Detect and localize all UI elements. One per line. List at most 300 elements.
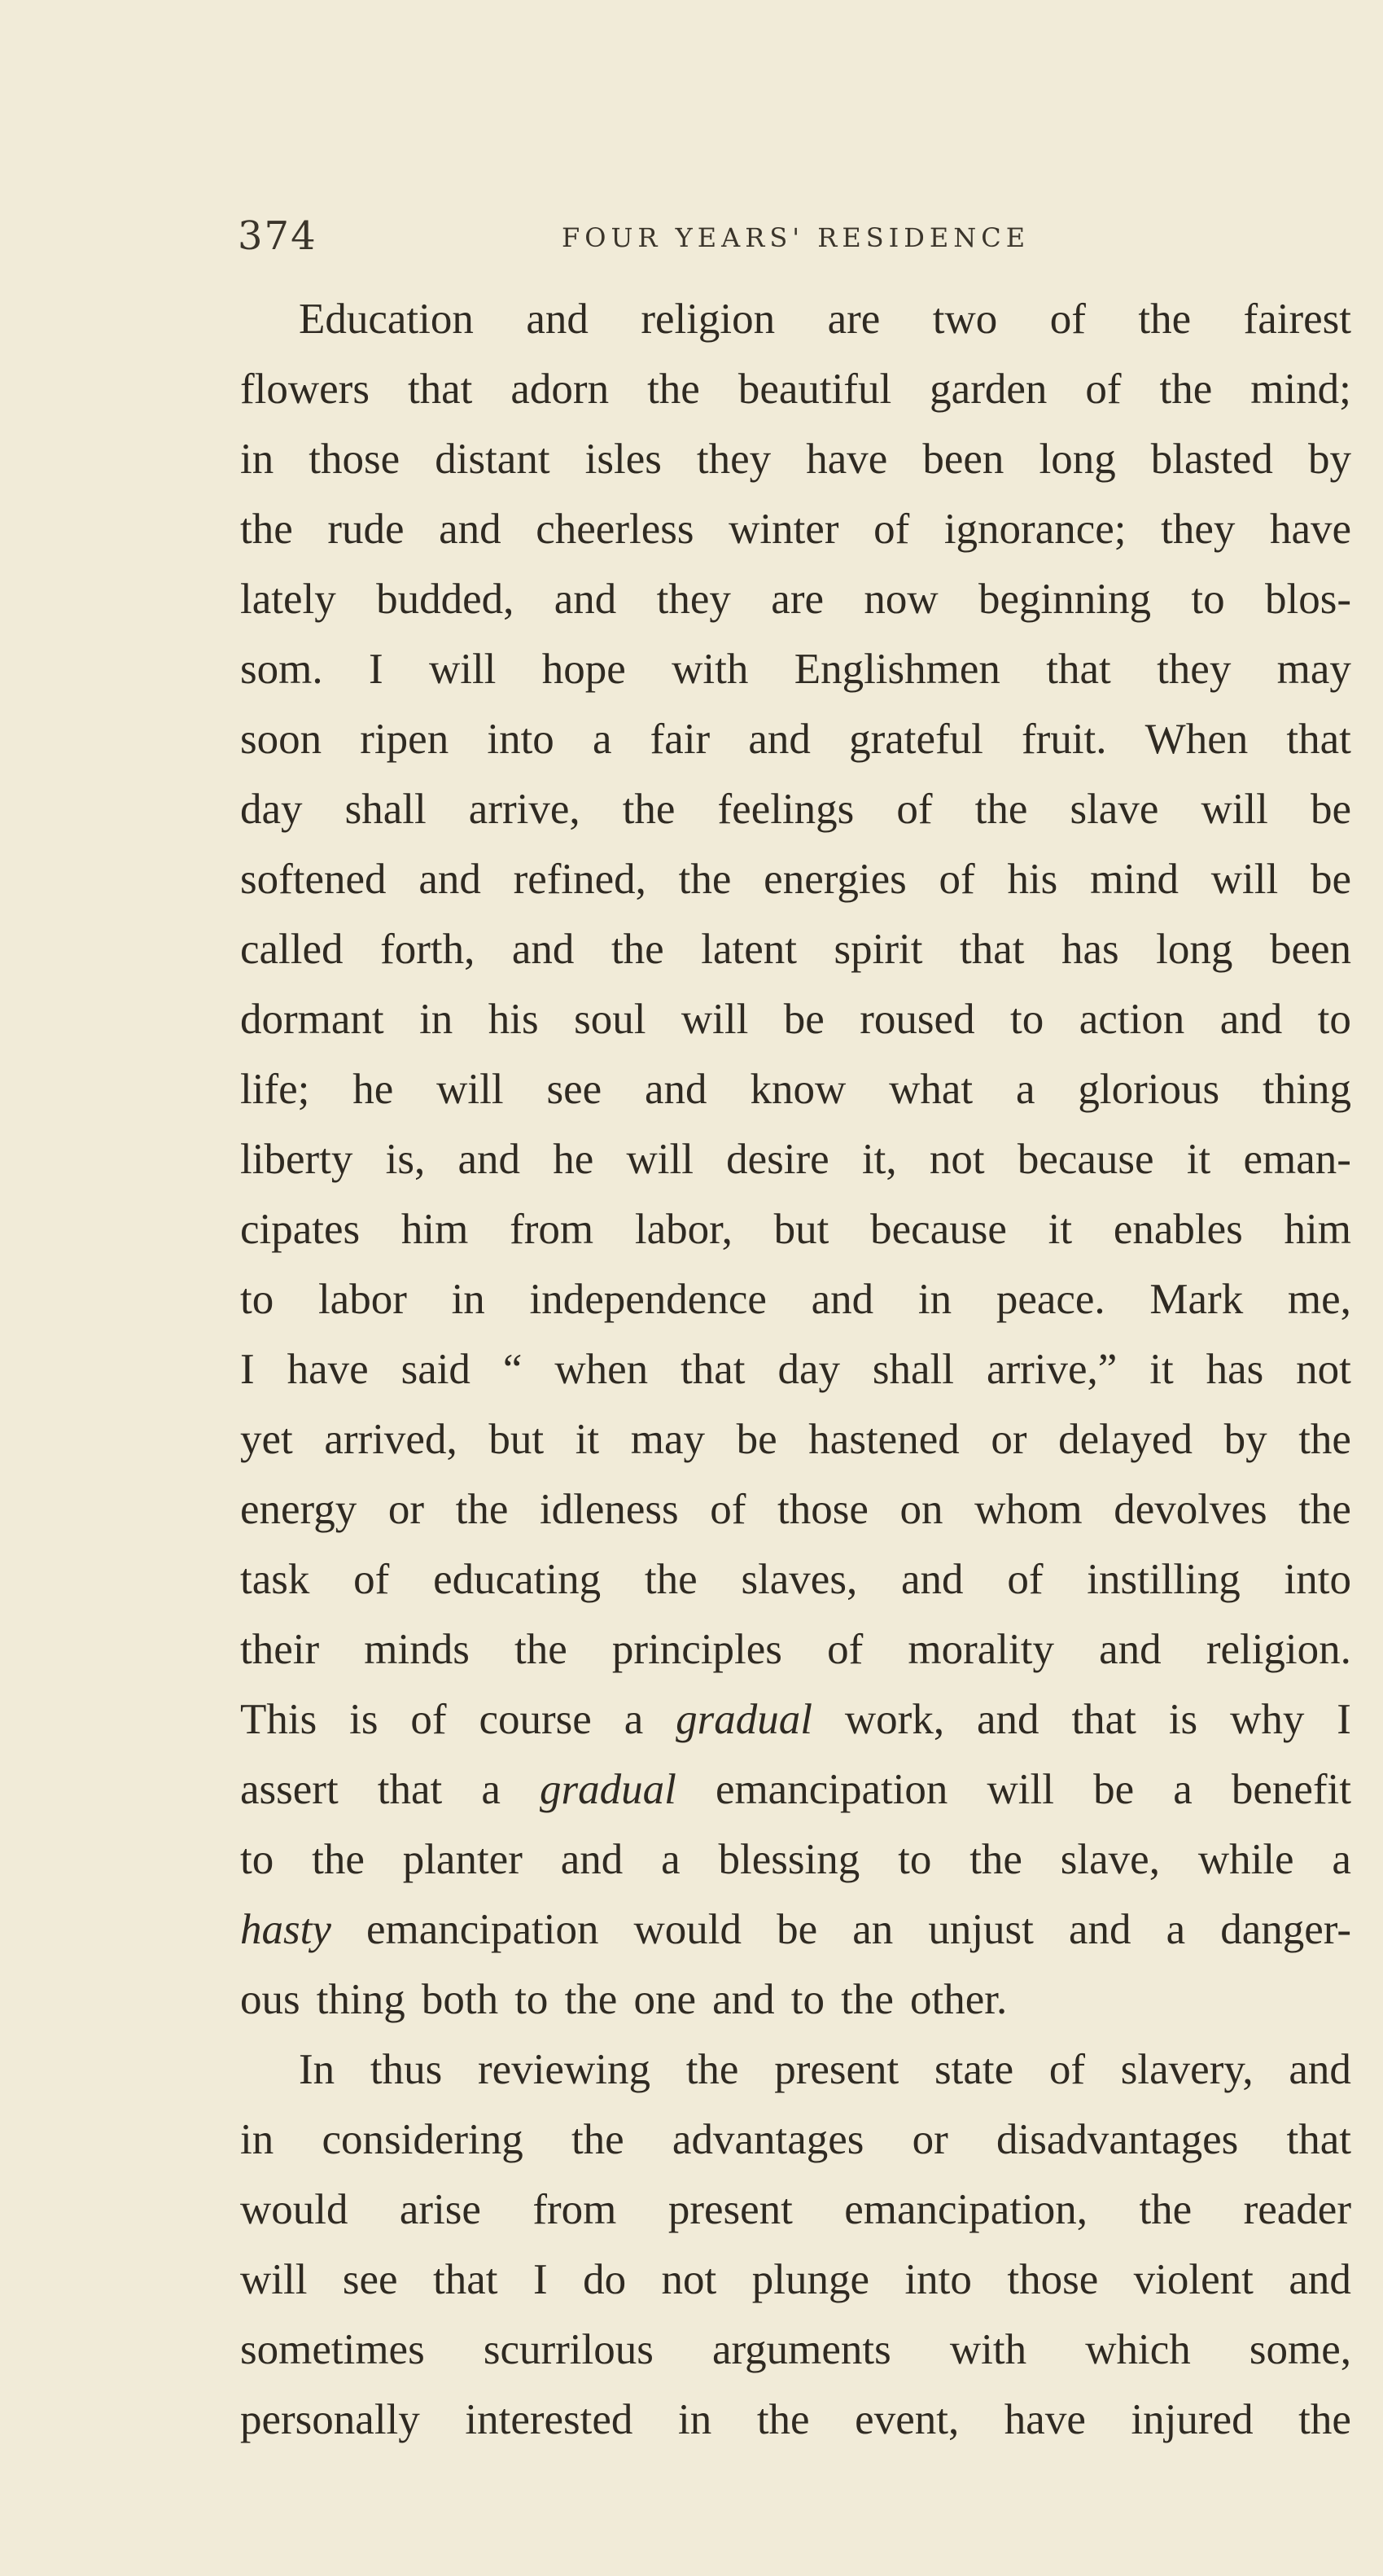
word: and bbox=[418, 856, 481, 903]
word: blessing bbox=[718, 1836, 860, 1883]
word: slaves, bbox=[741, 1556, 858, 1603]
word: that bbox=[433, 2256, 498, 2303]
word: by bbox=[1307, 436, 1351, 483]
word: what bbox=[889, 1066, 974, 1113]
word: will bbox=[681, 996, 749, 1043]
word: slave bbox=[1070, 786, 1159, 833]
word: may bbox=[630, 1416, 706, 1463]
word: emancipation bbox=[365, 1906, 599, 1953]
text-line bbox=[240, 424, 1351, 494]
word: action bbox=[1079, 996, 1185, 1043]
word: of bbox=[1048, 2046, 1086, 2093]
page-number: 374 bbox=[238, 213, 317, 259]
word: will bbox=[436, 1066, 504, 1113]
word: the bbox=[1298, 2396, 1351, 2443]
word: in bbox=[419, 996, 453, 1043]
word: called bbox=[240, 926, 344, 973]
word: other. bbox=[909, 1976, 1008, 2023]
word: the bbox=[564, 1976, 618, 2023]
text-line bbox=[240, 1404, 1351, 1474]
word: of bbox=[410, 1696, 447, 1743]
word: reviewing bbox=[478, 2046, 650, 2093]
word: life; bbox=[240, 1066, 310, 1113]
word: fair bbox=[650, 716, 711, 763]
word: in bbox=[917, 1276, 952, 1323]
word: sometimes bbox=[240, 2326, 425, 2373]
text-line bbox=[240, 1825, 1351, 1895]
word: and bbox=[511, 926, 575, 973]
word: and bbox=[748, 716, 811, 763]
word: scurrilous bbox=[483, 2326, 654, 2373]
word: I bbox=[240, 1346, 255, 1393]
word: latent bbox=[701, 926, 797, 973]
word: when bbox=[554, 1346, 649, 1393]
word: and bbox=[560, 1836, 624, 1883]
word: an bbox=[852, 1906, 894, 1953]
word: that bbox=[1046, 646, 1111, 693]
word: that bbox=[377, 1766, 443, 1813]
word: has bbox=[1061, 926, 1119, 973]
word: the bbox=[1138, 296, 1192, 343]
word: ignorance; bbox=[943, 506, 1127, 553]
word: I bbox=[368, 646, 383, 693]
word: When bbox=[1144, 716, 1249, 763]
word: from bbox=[532, 2186, 617, 2233]
word: said bbox=[400, 1346, 470, 1393]
word: thing bbox=[1263, 1066, 1351, 1113]
word: soul bbox=[574, 996, 646, 1043]
word: by bbox=[1223, 1416, 1267, 1463]
word: In bbox=[299, 2046, 335, 2093]
word: cipates bbox=[240, 1206, 361, 1253]
word: the bbox=[312, 1836, 365, 1883]
word: will bbox=[987, 1766, 1054, 1813]
word: of bbox=[939, 856, 975, 903]
text-line bbox=[240, 774, 1351, 844]
text-line bbox=[240, 1264, 1351, 1334]
word: idleness bbox=[539, 1486, 679, 1533]
word: feelings bbox=[717, 786, 855, 833]
text-line bbox=[240, 1194, 1351, 1264]
word: adorn bbox=[510, 366, 610, 413]
word: soon bbox=[240, 716, 322, 763]
word: that bbox=[1071, 1696, 1136, 1743]
word: be bbox=[777, 1906, 818, 1953]
text-line bbox=[240, 914, 1351, 984]
word: and bbox=[1219, 996, 1283, 1043]
word: and bbox=[645, 1066, 707, 1113]
word: the bbox=[1298, 1486, 1351, 1533]
word: enables bbox=[1113, 1206, 1243, 1253]
word: task bbox=[240, 1556, 310, 1603]
word: work, bbox=[844, 1696, 945, 1743]
text-line bbox=[240, 634, 1351, 704]
word: and bbox=[457, 1136, 520, 1183]
word: whom bbox=[974, 1486, 1083, 1533]
word: and bbox=[526, 296, 589, 343]
word: of bbox=[710, 1486, 746, 1533]
word: in bbox=[240, 2116, 274, 2163]
word: arrive, bbox=[468, 786, 580, 833]
word: state bbox=[934, 2046, 1014, 2093]
word: assert bbox=[240, 1766, 339, 1813]
word: of bbox=[1049, 296, 1086, 343]
word: those bbox=[777, 1486, 869, 1533]
word: a bbox=[661, 1836, 681, 1883]
word: the bbox=[678, 856, 732, 903]
word: be bbox=[1310, 786, 1351, 833]
word: and bbox=[439, 506, 501, 553]
word: two bbox=[932, 296, 998, 343]
word: plunge bbox=[751, 2256, 869, 2303]
word: because bbox=[870, 1206, 1007, 1253]
word: slave, bbox=[1060, 1836, 1160, 1883]
word: with bbox=[949, 2326, 1027, 2373]
word: would bbox=[633, 1906, 742, 1953]
word: in bbox=[451, 1276, 485, 1323]
word: to bbox=[240, 1276, 274, 1323]
word: it bbox=[1149, 1346, 1174, 1393]
word: thus bbox=[370, 2046, 443, 2093]
word: beginning bbox=[978, 576, 1152, 623]
word: those bbox=[1007, 2256, 1099, 2303]
word: to bbox=[514, 1976, 549, 2023]
text-line bbox=[240, 2385, 1351, 2455]
word: grateful bbox=[849, 716, 983, 763]
word: it bbox=[575, 1416, 600, 1463]
word: blos- bbox=[1265, 576, 1351, 623]
text-line bbox=[240, 1755, 1351, 1825]
word: arrive,” bbox=[986, 1346, 1118, 1393]
word: cheerless bbox=[536, 506, 694, 553]
word: why bbox=[1230, 1696, 1305, 1743]
word: interested bbox=[465, 2396, 633, 2443]
word: hastened bbox=[808, 1416, 960, 1463]
word: fairest bbox=[1243, 296, 1351, 343]
word: me, bbox=[1287, 1276, 1351, 1323]
word: the bbox=[756, 2396, 810, 2443]
word: they bbox=[696, 436, 772, 483]
word: their bbox=[240, 1626, 320, 1673]
word: to bbox=[1191, 576, 1225, 623]
word: personally bbox=[240, 2396, 420, 2443]
word: will bbox=[240, 2256, 308, 2303]
word: rude bbox=[327, 506, 405, 553]
word: a bbox=[481, 1766, 501, 1813]
word: hasty bbox=[240, 1906, 331, 1953]
word: “ bbox=[502, 1346, 523, 1393]
word: garden bbox=[930, 366, 1048, 413]
word: ripen bbox=[360, 716, 449, 763]
word: violent bbox=[1133, 2256, 1254, 2303]
word: they bbox=[1161, 506, 1236, 553]
word: a bbox=[1173, 1766, 1193, 1813]
word: and bbox=[977, 1696, 1039, 1743]
word: fruit. bbox=[1022, 716, 1107, 763]
word: from bbox=[510, 1206, 594, 1253]
word: see bbox=[546, 1066, 602, 1113]
word: religion. bbox=[1206, 1626, 1351, 1673]
word: mind; bbox=[1250, 366, 1351, 413]
word: be bbox=[1093, 1766, 1135, 1813]
word: on bbox=[899, 1486, 943, 1533]
word: to bbox=[240, 1836, 274, 1883]
running-head: FOUR YEARS' RESIDENCE bbox=[562, 222, 1031, 253]
word: advantages bbox=[672, 2116, 864, 2163]
word: desire bbox=[726, 1136, 829, 1183]
word: not bbox=[929, 1136, 985, 1183]
word: now bbox=[864, 576, 939, 623]
word: long bbox=[1039, 436, 1116, 483]
word: the bbox=[647, 366, 700, 413]
word: some, bbox=[1249, 2326, 1351, 2373]
word: principles bbox=[611, 1626, 782, 1673]
word: hope bbox=[541, 646, 626, 693]
word: both bbox=[421, 1976, 499, 2023]
word: they bbox=[1157, 646, 1232, 693]
word: the bbox=[240, 506, 293, 553]
word: of bbox=[1007, 1556, 1044, 1603]
word: arguments bbox=[711, 2326, 891, 2373]
word: into bbox=[487, 716, 554, 763]
word: minds bbox=[364, 1626, 470, 1673]
word: the bbox=[1298, 1416, 1351, 1463]
word: will bbox=[626, 1136, 694, 1183]
word: would bbox=[240, 2186, 348, 2233]
word: have bbox=[1004, 2396, 1086, 2443]
word: the bbox=[974, 786, 1028, 833]
word: the bbox=[571, 2116, 624, 2163]
word: a bbox=[1166, 1906, 1186, 1953]
word: I bbox=[1337, 1696, 1351, 1743]
word: in bbox=[240, 436, 274, 483]
word: the bbox=[644, 1556, 698, 1603]
word: long bbox=[1156, 926, 1233, 973]
word: flowers bbox=[240, 366, 370, 413]
body-text bbox=[240, 284, 1351, 2455]
word: softened bbox=[240, 856, 387, 903]
word: that bbox=[1286, 2116, 1351, 2163]
word: the bbox=[514, 1626, 567, 1673]
word: blasted bbox=[1150, 436, 1273, 483]
word: day bbox=[777, 1346, 840, 1393]
word: independence bbox=[529, 1276, 767, 1323]
paragraph bbox=[240, 284, 1351, 2035]
text-line bbox=[240, 1614, 1351, 1684]
word: devolves bbox=[1114, 1486, 1267, 1533]
word: danger- bbox=[1220, 1906, 1351, 1953]
word: not bbox=[661, 2256, 717, 2303]
word: emancipation, bbox=[844, 2186, 1088, 2233]
word: shall bbox=[872, 1346, 955, 1393]
word: This bbox=[240, 1696, 317, 1743]
word: reader bbox=[1243, 2186, 1351, 2233]
word: those bbox=[309, 436, 400, 483]
word: morality bbox=[908, 1626, 1054, 1673]
word: are bbox=[771, 576, 824, 623]
word: labor bbox=[317, 1276, 407, 1323]
word: in bbox=[678, 2396, 712, 2443]
word: the bbox=[841, 1976, 894, 2023]
word: has bbox=[1206, 1346, 1264, 1393]
word: benefit bbox=[1231, 1766, 1351, 1813]
word: course bbox=[479, 1696, 592, 1743]
word: or bbox=[912, 2116, 948, 2163]
word: is bbox=[349, 1696, 379, 1743]
text-line bbox=[240, 564, 1351, 634]
word: arrived, bbox=[324, 1416, 457, 1463]
word: som. bbox=[240, 646, 323, 693]
word: Education bbox=[299, 296, 474, 343]
word: and bbox=[554, 576, 617, 623]
word: be bbox=[783, 996, 825, 1043]
word: gradual bbox=[676, 1696, 812, 1743]
word: is bbox=[1168, 1696, 1198, 1743]
word: will bbox=[1201, 786, 1268, 833]
word: yet bbox=[240, 1416, 293, 1463]
text-line bbox=[240, 2035, 1351, 2105]
word: Englishmen bbox=[794, 646, 1000, 693]
word: glorious bbox=[1078, 1066, 1220, 1113]
word: it, bbox=[861, 1136, 897, 1183]
word: they bbox=[656, 576, 731, 623]
word: to bbox=[790, 1976, 825, 2023]
word: the bbox=[685, 2046, 739, 2093]
text-line bbox=[240, 2245, 1351, 2315]
word: and bbox=[901, 1556, 964, 1603]
text-line bbox=[240, 1895, 1351, 1965]
word: will bbox=[1210, 856, 1279, 903]
word: eman- bbox=[1243, 1136, 1351, 1183]
word: have bbox=[287, 1346, 369, 1393]
word: he bbox=[352, 1066, 394, 1113]
word: is, bbox=[385, 1136, 426, 1183]
word: emancipation bbox=[715, 1766, 948, 1813]
word: disadvantages bbox=[996, 2116, 1239, 2163]
word: his bbox=[488, 996, 539, 1043]
text-line bbox=[240, 2105, 1351, 2175]
text-line bbox=[240, 1544, 1351, 1614]
word: considering bbox=[322, 2116, 523, 2163]
word: winter bbox=[729, 506, 839, 553]
word: thing bbox=[316, 1976, 405, 2023]
text-line bbox=[240, 494, 1351, 564]
word: may bbox=[1276, 646, 1351, 693]
word: budded, bbox=[376, 576, 514, 623]
word: of bbox=[827, 1626, 864, 1673]
word: are bbox=[827, 296, 881, 343]
text-line bbox=[240, 1965, 1351, 2035]
word: gradual bbox=[539, 1766, 676, 1813]
word: have bbox=[1269, 506, 1351, 553]
word: unjust bbox=[928, 1906, 1034, 1953]
word: beautiful bbox=[737, 366, 892, 413]
text-line bbox=[240, 844, 1351, 914]
word: the bbox=[969, 1836, 1022, 1883]
word: been bbox=[922, 436, 1004, 483]
word: because bbox=[1017, 1136, 1154, 1183]
word: which bbox=[1085, 2326, 1191, 2373]
paragraph bbox=[240, 2035, 1351, 2455]
word: present bbox=[667, 2186, 793, 2233]
word: to bbox=[1010, 996, 1044, 1043]
text-line bbox=[240, 1124, 1351, 1194]
word: I bbox=[532, 2256, 548, 2303]
text-line bbox=[240, 1474, 1351, 1544]
word: that bbox=[1286, 716, 1351, 763]
word: and bbox=[1099, 1626, 1162, 1673]
text-line bbox=[240, 354, 1351, 424]
word: forth, bbox=[380, 926, 475, 973]
word: his bbox=[1007, 856, 1058, 903]
word: lately bbox=[240, 576, 336, 623]
word: delayed bbox=[1058, 1416, 1193, 1463]
word: it bbox=[1186, 1136, 1211, 1183]
word: the bbox=[622, 786, 676, 833]
word: slavery, bbox=[1120, 2046, 1254, 2093]
word: do bbox=[583, 2256, 627, 2303]
word: see bbox=[342, 2256, 398, 2303]
word: a bbox=[592, 716, 612, 763]
word: know bbox=[750, 1066, 847, 1113]
word: the bbox=[611, 926, 664, 973]
word: Mark bbox=[1149, 1276, 1244, 1323]
word: will bbox=[428, 646, 497, 693]
word: isles bbox=[584, 436, 662, 483]
word: one bbox=[633, 1976, 696, 2023]
word: to bbox=[898, 1836, 932, 1883]
word: energy bbox=[240, 1486, 357, 1533]
word: and bbox=[1068, 1906, 1131, 1953]
word: be bbox=[1310, 856, 1351, 903]
word: to bbox=[1317, 996, 1351, 1043]
word: distant bbox=[435, 436, 550, 483]
word: or bbox=[991, 1416, 1027, 1463]
word: planter bbox=[402, 1836, 523, 1883]
word: liberty bbox=[240, 1136, 353, 1183]
word: it bbox=[1048, 1206, 1073, 1253]
text-line bbox=[240, 704, 1351, 774]
word: injured bbox=[1131, 2396, 1254, 2443]
word: been bbox=[1269, 926, 1351, 973]
word: him bbox=[400, 1206, 469, 1253]
word: but bbox=[488, 1416, 545, 1463]
word: but bbox=[773, 1206, 829, 1253]
word: and bbox=[1289, 2256, 1351, 2303]
word: dormant bbox=[240, 996, 384, 1043]
word: and bbox=[712, 1976, 775, 2023]
word: arise bbox=[399, 2186, 481, 2233]
word: peace. bbox=[996, 1276, 1105, 1323]
word: refined, bbox=[513, 856, 646, 903]
word: shall bbox=[344, 786, 427, 833]
word: him bbox=[1284, 1206, 1351, 1253]
text-line bbox=[240, 2175, 1351, 2245]
word: spirit bbox=[834, 926, 923, 973]
word: ous bbox=[240, 1976, 300, 2023]
word: or bbox=[387, 1486, 424, 1533]
word: and bbox=[1289, 2046, 1351, 2093]
word: the bbox=[1159, 366, 1213, 413]
word: the bbox=[1139, 2186, 1193, 2233]
word: a bbox=[1016, 1066, 1035, 1113]
word: of bbox=[1085, 366, 1122, 413]
word: the bbox=[455, 1486, 509, 1533]
word: mind bbox=[1090, 856, 1179, 903]
page-header bbox=[0, 213, 1383, 262]
word: be bbox=[736, 1416, 777, 1463]
word: of bbox=[353, 1556, 390, 1603]
